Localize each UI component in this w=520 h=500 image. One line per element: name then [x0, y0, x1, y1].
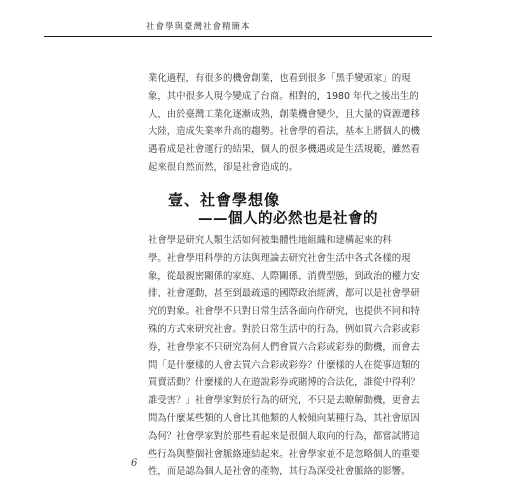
paragraph-1-line: 人，由於臺灣工業化逐漸成熟，創業機會變少，且大量的資源遷移: [148, 108, 420, 120]
section-heading: 壹、社會學想像: [168, 191, 281, 209]
paragraph-1-line: 遇看成是社會運行的結果，個人的很多機遇或是生活規範，雖然看: [148, 144, 420, 156]
paragraph-1-line: 起來很自然而然，卻是社會造成的。: [148, 161, 299, 173]
paragraph-2-line: 問為什麼某些類的人會比其他類的人較傾向某種行為，其社會原因: [148, 412, 420, 424]
section-subheading: ——個人的必然也是社會的: [198, 210, 378, 227]
running-header-title: 社會學與臺灣社會精簡本: [146, 22, 251, 32]
running-header: [44, 22, 432, 37]
paragraph-2-line: 券，社會學家不只研究為何人們會買六合彩或彩券的動機，而會去: [148, 341, 420, 353]
paragraph-1-line: 業化過程，有很多的機會創業，也看到很多「黑手變頭家」的現: [148, 73, 411, 84]
paragraph-2-line: 象，從最親密關係的家庭、人際關係、消費型態，到政治的權力安: [148, 270, 420, 282]
paragraph-2-line: 為何？社會學家對於那些看起來是很個人取向的行為，都嘗試將這: [148, 430, 420, 442]
body-paragraph-2: [148, 232, 434, 481]
paragraph-2-line: 些行為與整個社會脈絡連結起來。社會學家並不是忽略個人的重要: [148, 448, 420, 460]
page-number: 6: [131, 458, 138, 469]
paragraph-2-line: 學。社會學用科學的方法與理論去研究社會生活中各式各樣的現: [148, 252, 411, 264]
paragraph-2-line: 排、社會運動，甚至到最疏遠的國際政治經濟，都可以是社會學研: [148, 288, 420, 300]
paragraph-2-line: 社會學是研究人類生活如何被集體性地組織和建構起來的科: [148, 235, 392, 246]
paragraph-2-line: 究的對象。社會學不只對日常生活各面向作研究，也提供不同和特: [148, 306, 420, 318]
paragraph-2-line: 誰受害？」社會學家對於行為的研究，不只是去瞭解動機，更會去: [148, 395, 420, 407]
paragraph-2-line: 問「是什麼樣的人會去買六合彩或彩券？什麼樣的人在從事這類的: [148, 359, 420, 371]
paragraph-2-line: 性，而是認為個人是社會的產物，其行為深受社會脈絡的影響。: [148, 466, 411, 478]
paragraph-2-line: 殊的方式來研究社會。對於日常生活中的行為，例如買六合彩或彩: [148, 323, 420, 335]
paragraph-1-line: 象，其中很多人現今變成了台商。相對的，1980 年代之後出生的: [148, 90, 419, 102]
paragraph-2-line: 買賣活動？什麼樣的人在遊說彩券或賭博的合法化，誰從中得利？: [148, 377, 420, 389]
paragraph-1-line: 大陸，造成失業率升高的趨勢。社會學的看法，基本上將個人的機: [148, 126, 420, 138]
body-paragraph-1: [148, 70, 434, 177]
